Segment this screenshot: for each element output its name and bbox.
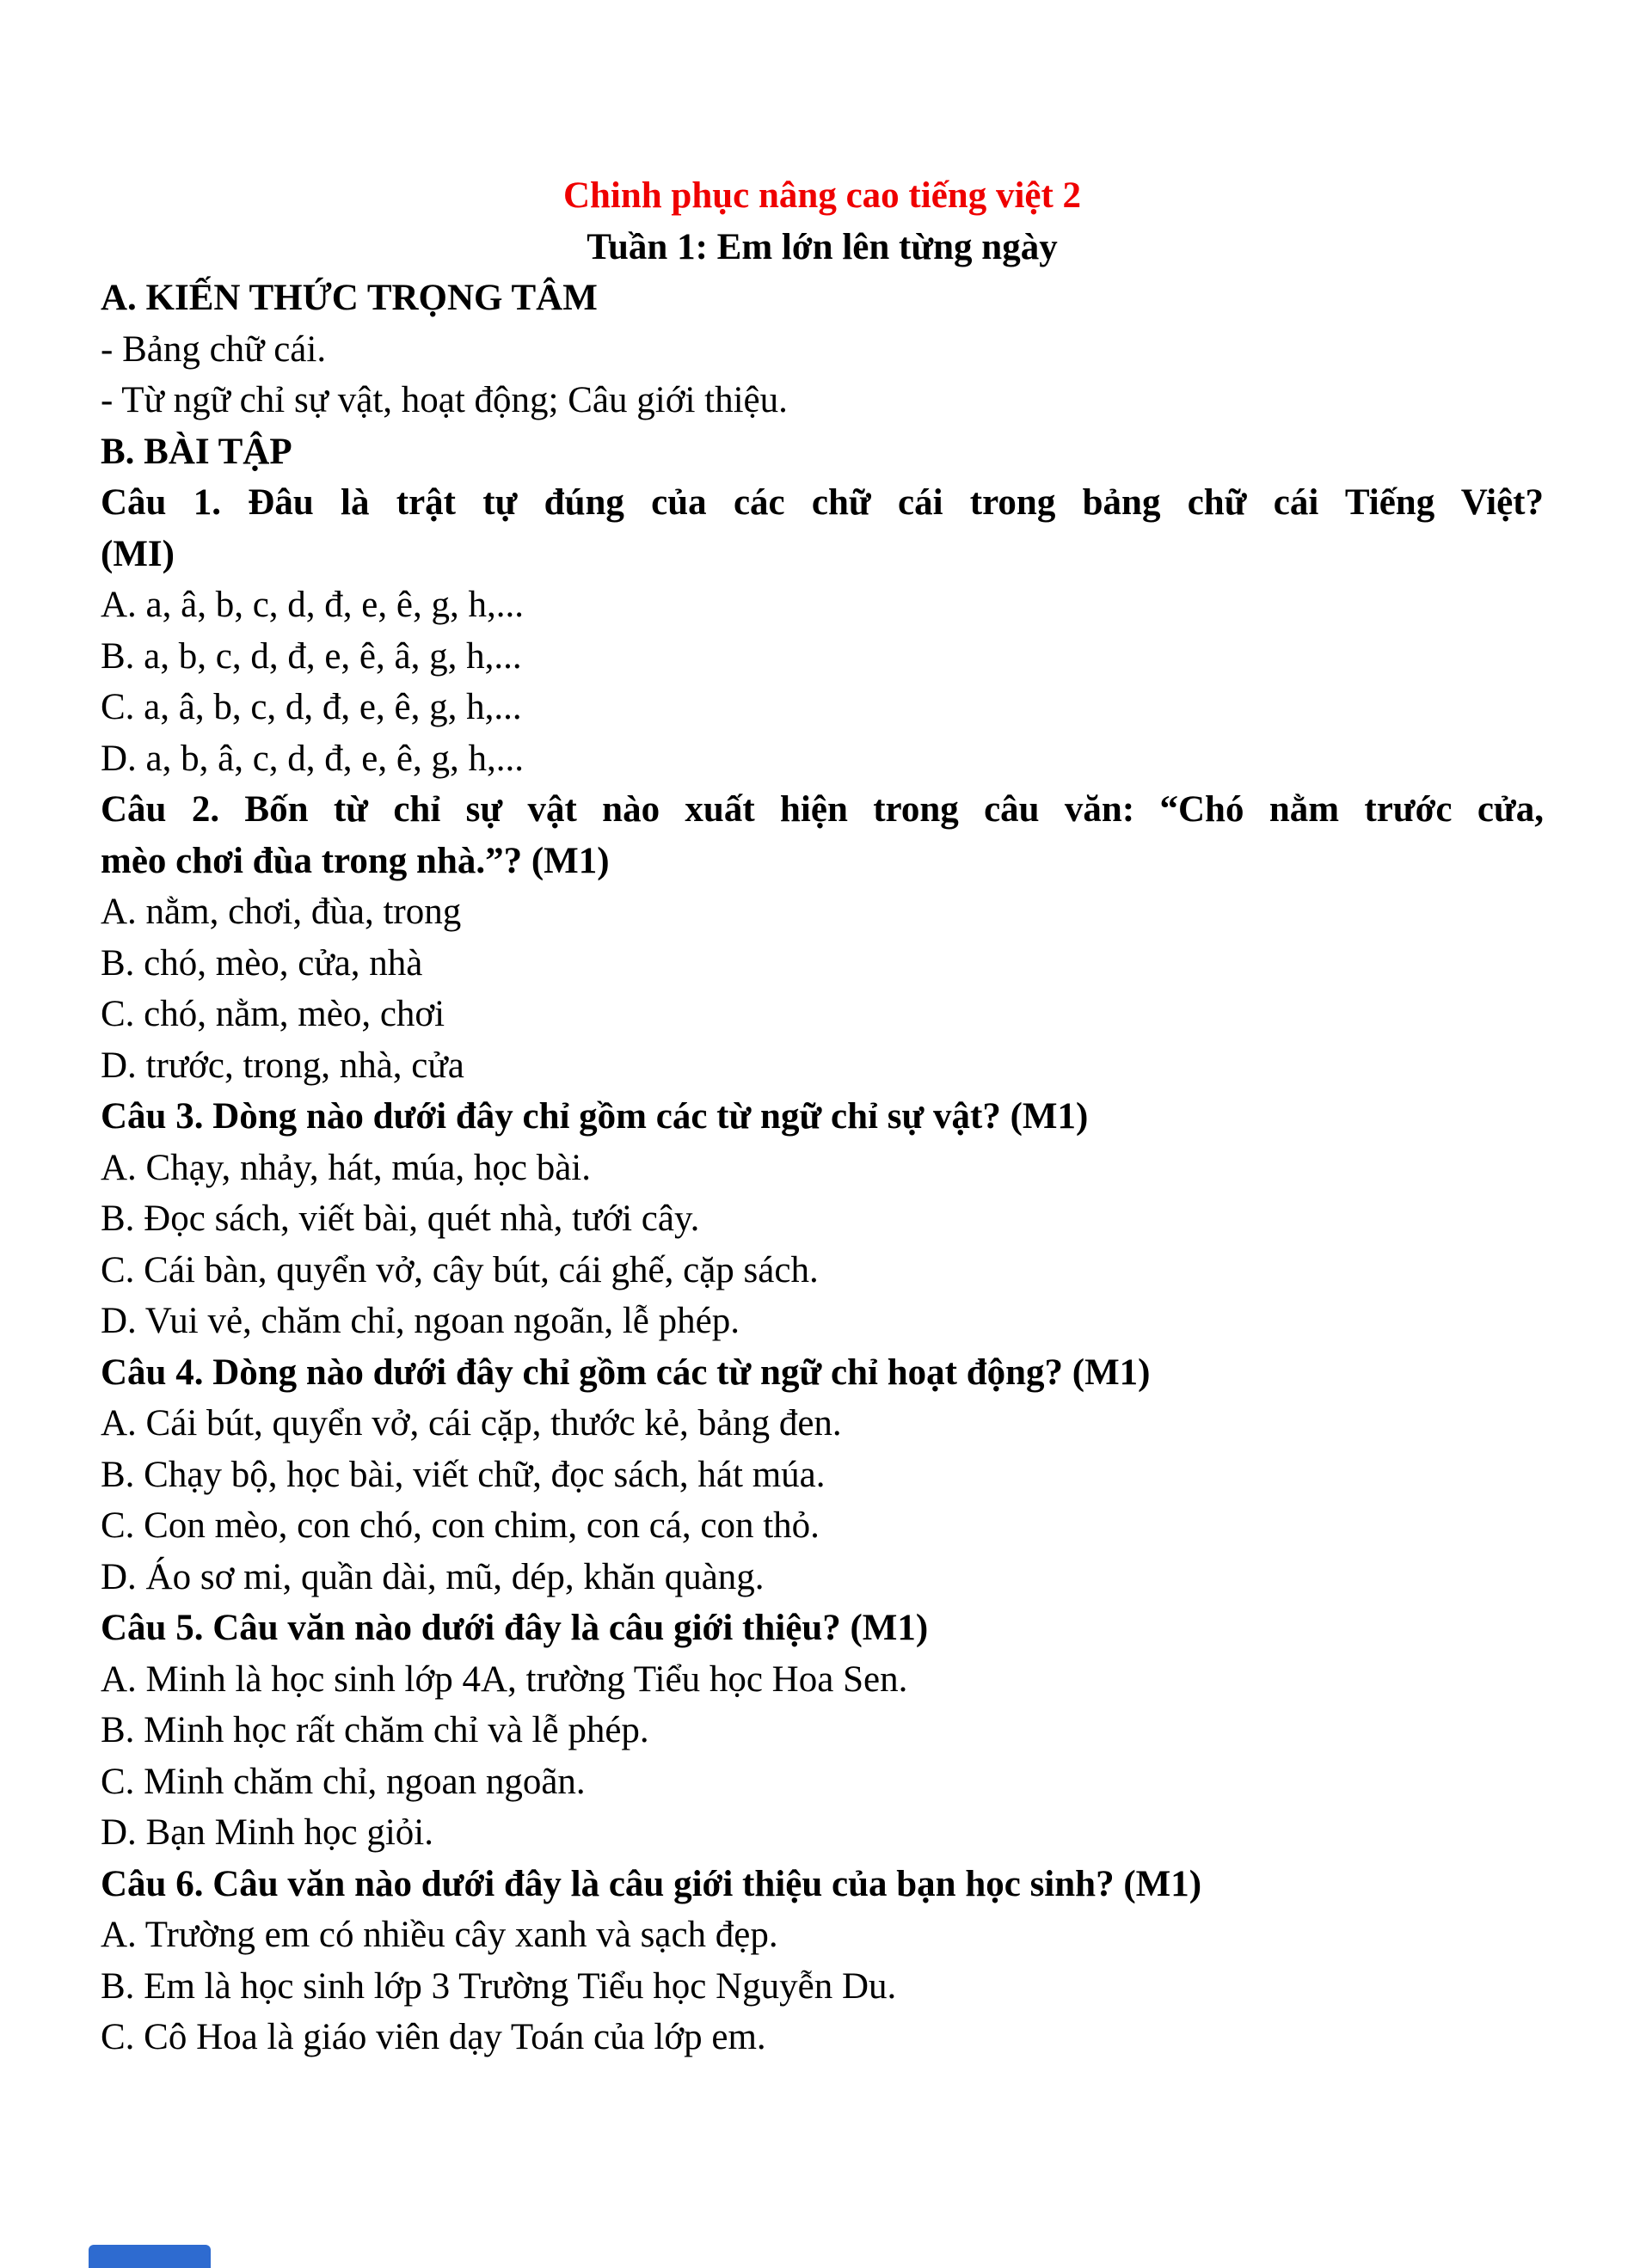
question-1-option-a: A. a, â, b, c, d, đ, e, ê, g, h,... [101, 585, 524, 625]
question-3-option-d: D. Vui vẻ, chăm chỉ, ngoan ngoãn, lễ phép. [101, 1301, 740, 1341]
section-a-heading: A. KIẾN THỨC TRỌNG TÂM [101, 278, 598, 318]
question-2-option-c: C. chó, nằm, mèo, chơi [101, 994, 445, 1034]
question-4-option-c: C. Con mèo, con chó, con chim, con cá, con thỏ. [101, 1505, 820, 1546]
question-2-option-a: A. nằm, chơi, đùa, trong [101, 892, 462, 932]
knowledge-item-2: - Từ ngữ chỉ sự vật, hoạt động; Câu giới thiệu. [101, 380, 788, 420]
question-2-option-b: B. chó, mèo, cửa, nhà [101, 942, 423, 984]
question-2-option-d: D. trước, trong, nhà, cửa [101, 1045, 464, 1086]
question-1-option-d: D. a, b, â, c, d, đ, e, ê, g, h,... [101, 738, 524, 779]
question-3-option-b: B. Đọc sách, viết bài, quét nhà, tưới cây. [101, 1198, 700, 1239]
question-6-option-c: C. Cô Hoa là giáo viên dạy Toán của lớp em. [101, 2017, 766, 2057]
question-1-prompt-line-1: Câu 1. Đâu là trật tự đúng của các chữ cái trong bảng chữ cái Tiếng Việt? [101, 482, 1544, 523]
question-5-option-a: A. Minh là học sinh lớp 4A, trường Tiểu học Hoa Sen. [101, 1658, 908, 1700]
question-3-option-c: C. Cái bàn, quyển vở, cây bút, cái ghế, cặp sách. [101, 1249, 819, 1290]
question-4-option-d: D. Áo sơ mi, quần dài, mũ, dép, khăn quàng. [101, 1556, 765, 1597]
question-5-prompt: Câu 5. Câu văn nào dưới đây là câu giới thiệu? (M1) [101, 1608, 929, 1648]
question-4-prompt: Câu 4. Dòng nào dưới đây chỉ gồm các từ ngữ chỉ hoạt động? (M1) [101, 1352, 1151, 1393]
clipped-blue-element [89, 2245, 211, 2268]
doc-title: Chinh phục nâng cao tiếng việt 2 [562, 175, 1082, 216]
question-5-option-c: C. Minh chăm chỉ, ngoan ngoãn. [101, 1761, 586, 1802]
question-1-option-c: C. a, â, b, c, d, đ, e, ê, g, h,... [101, 687, 522, 727]
question-2-prompt-line-2: mèo chơi đùa trong nhà.”? (M1) [101, 840, 610, 881]
knowledge-item-1: - Bảng chữ cái. [101, 328, 327, 370]
question-5-option-b: B. Minh học rất chăm chỉ và lễ phép. [101, 1710, 649, 1750]
question-1-option-b: B. a, b, c, d, đ, e, ê, â, g, h,... [101, 635, 522, 677]
question-4-option-a: A. Cái bút, quyển vở, cái cặp, thước kẻ, bảng đen. [101, 1403, 842, 1444]
question-1-prompt-line-2: (MI) [101, 533, 175, 574]
question-3-option-a: A. Chạy, nhảy, hát, múa, học bài. [101, 1147, 592, 1188]
section-b-heading: B. BÀI TẬP [101, 431, 292, 472]
question-3-prompt: Câu 3. Dòng nào dưới đây chỉ gồm các từ ngữ chỉ sự vật? (M1) [101, 1096, 1089, 1137]
question-4-option-b: B. Chạy bộ, học bài, viết chữ, đọc sách, hát múa. [101, 1454, 826, 1495]
question-6-option-b: B. Em là học sinh lớp 3 Trường Tiểu học Nguyễn Du. [101, 1965, 897, 2007]
question-6-option-a: A. Trường em có nhiều cây xanh và sạch đẹp. [101, 1915, 778, 1955]
doc-subtitle: Tuần 1: Em lớn lên từng ngày [587, 226, 1058, 267]
question-5-option-d: D. Bạn Minh học giỏi. [101, 1812, 433, 1853]
question-2-prompt-line-1: Câu 2. Bốn từ chỉ sự vật nào xuất hiện trong câu văn: “Chó nằm trước cửa, [101, 789, 1544, 830]
question-6-prompt: Câu 6. Câu văn nào dưới đây là câu giới thiệu của bạn học sinh? (M1) [101, 1863, 1202, 1904]
